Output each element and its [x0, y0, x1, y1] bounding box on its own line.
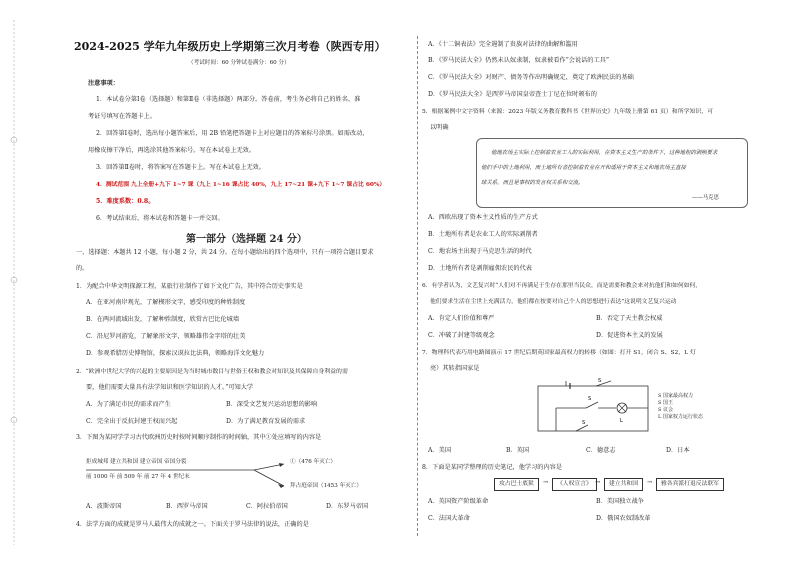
q2-option-d[interactable]: D．为了满足教育发展的需求 — [226, 418, 306, 425]
flow-step-4: 雅各宾派打退反法联军 — [656, 478, 724, 491]
q6-option-d[interactable]: D．促进资本主义的发展 — [596, 332, 663, 339]
column-divider — [417, 36, 418, 536]
part1-intro: 一、选择题：本题共 12 小题，每小题 2 分，共 24 分。在每小题给出的四个选项中，只有一项符合题目要求 — [76, 249, 374, 256]
binding-seal-strip — [0, 0, 20, 562]
q6-stem-cont: 他们要求生活在尘世上充满活力，他们都在按要对自己个人的思想进行表达”这说明文艺复兴运动 — [430, 299, 677, 305]
svg-text:S: S — [598, 378, 602, 384]
q5-option-a[interactable]: A．西欧出现了资本主义性质的生产方式 — [428, 214, 538, 221]
binding-seal-icon — [0, 0, 20, 562]
part1-intro-cont: 的。 — [76, 265, 89, 272]
q2-stem: 2．“欧洲中世纪大学的兴起的主要原因是为当时城市数目与世俗王权和教会对知识及其保障自身利益的需 — [76, 369, 348, 375]
q2-option-a[interactable]: A．为了满足市民的需求而产生 — [86, 401, 171, 408]
q6-option-b[interactable]: B．否定了天主教会权威 — [596, 315, 663, 322]
q4-option-d[interactable]: D．《罗马民法大全》是西罗马帝国皇帝查士丁尼在位时颁布的 — [428, 91, 597, 98]
q5-option-c[interactable]: C．地农场主出现于马克思生活的时代 — [428, 248, 532, 255]
q7-stem-cont: 亮）其转指国家是 — [430, 365, 480, 372]
q8-option-c[interactable]: C．法国大革命 — [428, 515, 470, 522]
q1-stem: 1．为配合中华文明探源工程，某旅行社制作了如下文化广告，其中符合历史事实是 — [76, 283, 303, 290]
q2-option-b[interactable]: B．深受文艺复兴运动思想的影响 — [226, 401, 318, 408]
timeline-bottom-labels: 前 1000 年 前 509 年 前 27 年 4 世纪末 — [86, 474, 190, 480]
circuit-legend-2: S 国王 — [658, 400, 674, 406]
q5-quote-box — [476, 138, 748, 208]
note-line-scope: 4．测试范围 九上全册+九下 1~7 课（九上 1~16 课占比 40%，九上 17~21 课+九下 1~7 课占比 60%） — [96, 182, 386, 188]
circuit-legend-3: S 议会 — [658, 407, 674, 413]
q1-option-c[interactable]: C．沿尼罗河游览，了解象形文字，领略雄伟金字塔的壮美 — [86, 333, 246, 340]
q4-stem: 4．法学方面的成就是罗马人最伟大的成就之一。下面关于罗马法律的说法，正确的是 — [76, 521, 309, 528]
q7-option-c[interactable]: C．德意志 — [586, 447, 616, 454]
q8-stem: 8．下面是某同学整理的历史笔记，他学习的内容是 — [422, 464, 563, 471]
q8-option-d[interactable]: D．俄国农奴制改革 — [596, 515, 651, 522]
q7-option-d[interactable]: D．日本 — [666, 447, 690, 454]
q3-option-b[interactable]: B．西罗马帝国 — [166, 503, 208, 510]
q1-option-d[interactable]: D．参观希腊历史博物馆，探索汉谟拉比法典，领略海洋文化魅力 — [86, 350, 265, 357]
q4-option-b[interactable]: B．《罗马民法大全》仍然未认奴隶制，奴隶被看作“会说话的工具” — [428, 57, 610, 64]
q7-option-a[interactable]: A．美国 — [428, 447, 452, 454]
q2-option-c[interactable]: C．完全出于反抗封建王权而兴起 — [86, 418, 178, 425]
note-line: 3．回答第Ⅱ卷时，将答案写在答题卡上。写在本试卷上无效。 — [96, 164, 266, 171]
q2-stem-cont: 要，他们需要大量具有法学知识和医学知识的人才。”可知大学 — [86, 384, 254, 391]
q5-stem: 5．根据案例中文字资料（来源：2023 年版义务教育教科书《世界历史》九年级上册第 61 页）和所学知识，可 — [422, 109, 714, 115]
q5-stem-cont: 以明确 — [430, 124, 449, 131]
q8-option-a[interactable]: A．英国资产阶级革命 — [428, 498, 489, 505]
q6-option-c[interactable]: C．冲破了封建等级观念 — [428, 332, 495, 339]
flow-arrow-icon: → — [647, 479, 653, 486]
timeline-branch-1: ①（476 年灭亡） — [290, 459, 337, 465]
note-line: 1．本试卷分第Ⅰ卷（选择题）和第Ⅱ卷（非选择题）两部分。答卷前，考生务必将自己的姓名、准 — [96, 96, 361, 103]
q7-option-b[interactable]: B．英国 — [506, 447, 530, 454]
q4-option-a[interactable]: A．《十二铜表法》完全遏制了贵族对法律的曲解和滥用 — [428, 41, 578, 48]
timeline-branch-2: 拜占庭帝国（1453 年灭亡） — [290, 483, 362, 489]
exam-subtitle: （考试时间：60 分钟试卷满分：60 分） — [188, 60, 290, 66]
q8-option-b[interactable]: B．美国独立战争 — [596, 498, 644, 505]
q5-option-b[interactable]: B．土地所有者是农业工人的实际剥削者 — [428, 231, 538, 238]
quote-line: 他地农场主实际上控制着农业工人的实际利用，在资本主义生产的条件下，这种地租的剥削要求 — [491, 150, 718, 156]
circuit-legend-1: S 国家最高权力 — [658, 393, 694, 399]
q1-option-a[interactable]: A．在亚河南岸观光，了解楔形文字，感受印度的种姓制度 — [86, 299, 246, 306]
q3-option-a[interactable]: A．波斯帝国 — [86, 503, 122, 510]
q3-option-c[interactable]: C．阿拉伯帝国 — [246, 503, 288, 510]
circuit-legend-4: L 国家权力运行状态 — [658, 414, 703, 420]
q6-option-a[interactable]: A．肯定人们价值和尊严 — [428, 315, 495, 322]
q7-stem: 7．物理科代表巧用电路图演示 17 世纪后期英国家最高权力的转移（如图：打开 S1，闭合 S、S2，L 灯 — [422, 350, 696, 356]
note-line: 用橡皮擦干净后，再选涂其他答案标号。写在本试卷上无效。 — [88, 147, 256, 154]
flow-step-1: 攻占巴士底狱 — [494, 478, 539, 491]
q5-option-d[interactable]: D．土地所有者是剥削雇佣农民的代表 — [428, 265, 532, 272]
flow-arrow-icon: → — [543, 479, 549, 486]
note-line: 2．回答第Ⅰ卷时，选出每小题答案后，用 2B 铅笔把答题卡上对应题目的答案标号涂黑。如需改动， — [96, 130, 369, 137]
flow-arrow-icon: → — [595, 479, 601, 486]
flow-step-2: 《人权宣言》 — [552, 478, 597, 491]
svg-text:S: S — [588, 396, 592, 402]
q1-option-b[interactable]: B．在两河流域出发，了解种姓制度，欣赏古巴比伦城墙 — [86, 316, 240, 323]
quote-line: 他们手中的土地利用，而土地所有者控制着农业在开和适用于资本主义和地农场主直接 — [481, 165, 686, 171]
part1-heading: 第一部分（选择题 24 分） — [186, 234, 307, 245]
quote-source: ——马克思 — [692, 195, 719, 201]
q6-stem: 6．有学者认为，文艺复兴时“人们对不再满足于生存在那里当民众，而是需要和教会来对抗他们和如何如何， — [422, 283, 702, 289]
q3-stem: 3．下图为某同学学习古代欧洲历史时按时间顺序制作的时间轴，其中①处应填写的内容是 — [76, 434, 322, 441]
timeline-top-labels: 拒成城邦 建立共和国 建立帝国 帝国分裂 — [86, 459, 187, 465]
q3-option-d[interactable]: D．东罗马帝国 — [326, 503, 369, 510]
svg-text:S: S — [582, 420, 586, 426]
q4-option-c[interactable]: C．《罗马民法大全》对财产、债务等作出明确规定，奠定了欧洲民法的基础 — [428, 74, 634, 81]
flow-step-3: 建立共和国 — [604, 478, 643, 491]
exam-title: 2024-2025 学年九年级历史上学期第三次月考卷（陕西专用） — [74, 40, 386, 53]
note-line: 6．考试结束后，将本试卷和答题卡一并交回。 — [96, 215, 224, 222]
circuit-diagram — [536, 378, 716, 438]
note-line: 考证号填写在答题卡上。 — [88, 113, 157, 120]
svg-text:L: L — [620, 418, 623, 424]
quote-line: 球关系，而且是事权的发言权关系和交流。 — [481, 180, 584, 186]
notes-heading: 注意事项： — [88, 80, 119, 87]
note-line-difficulty: 5．难度系数：0.8。 — [96, 198, 155, 205]
